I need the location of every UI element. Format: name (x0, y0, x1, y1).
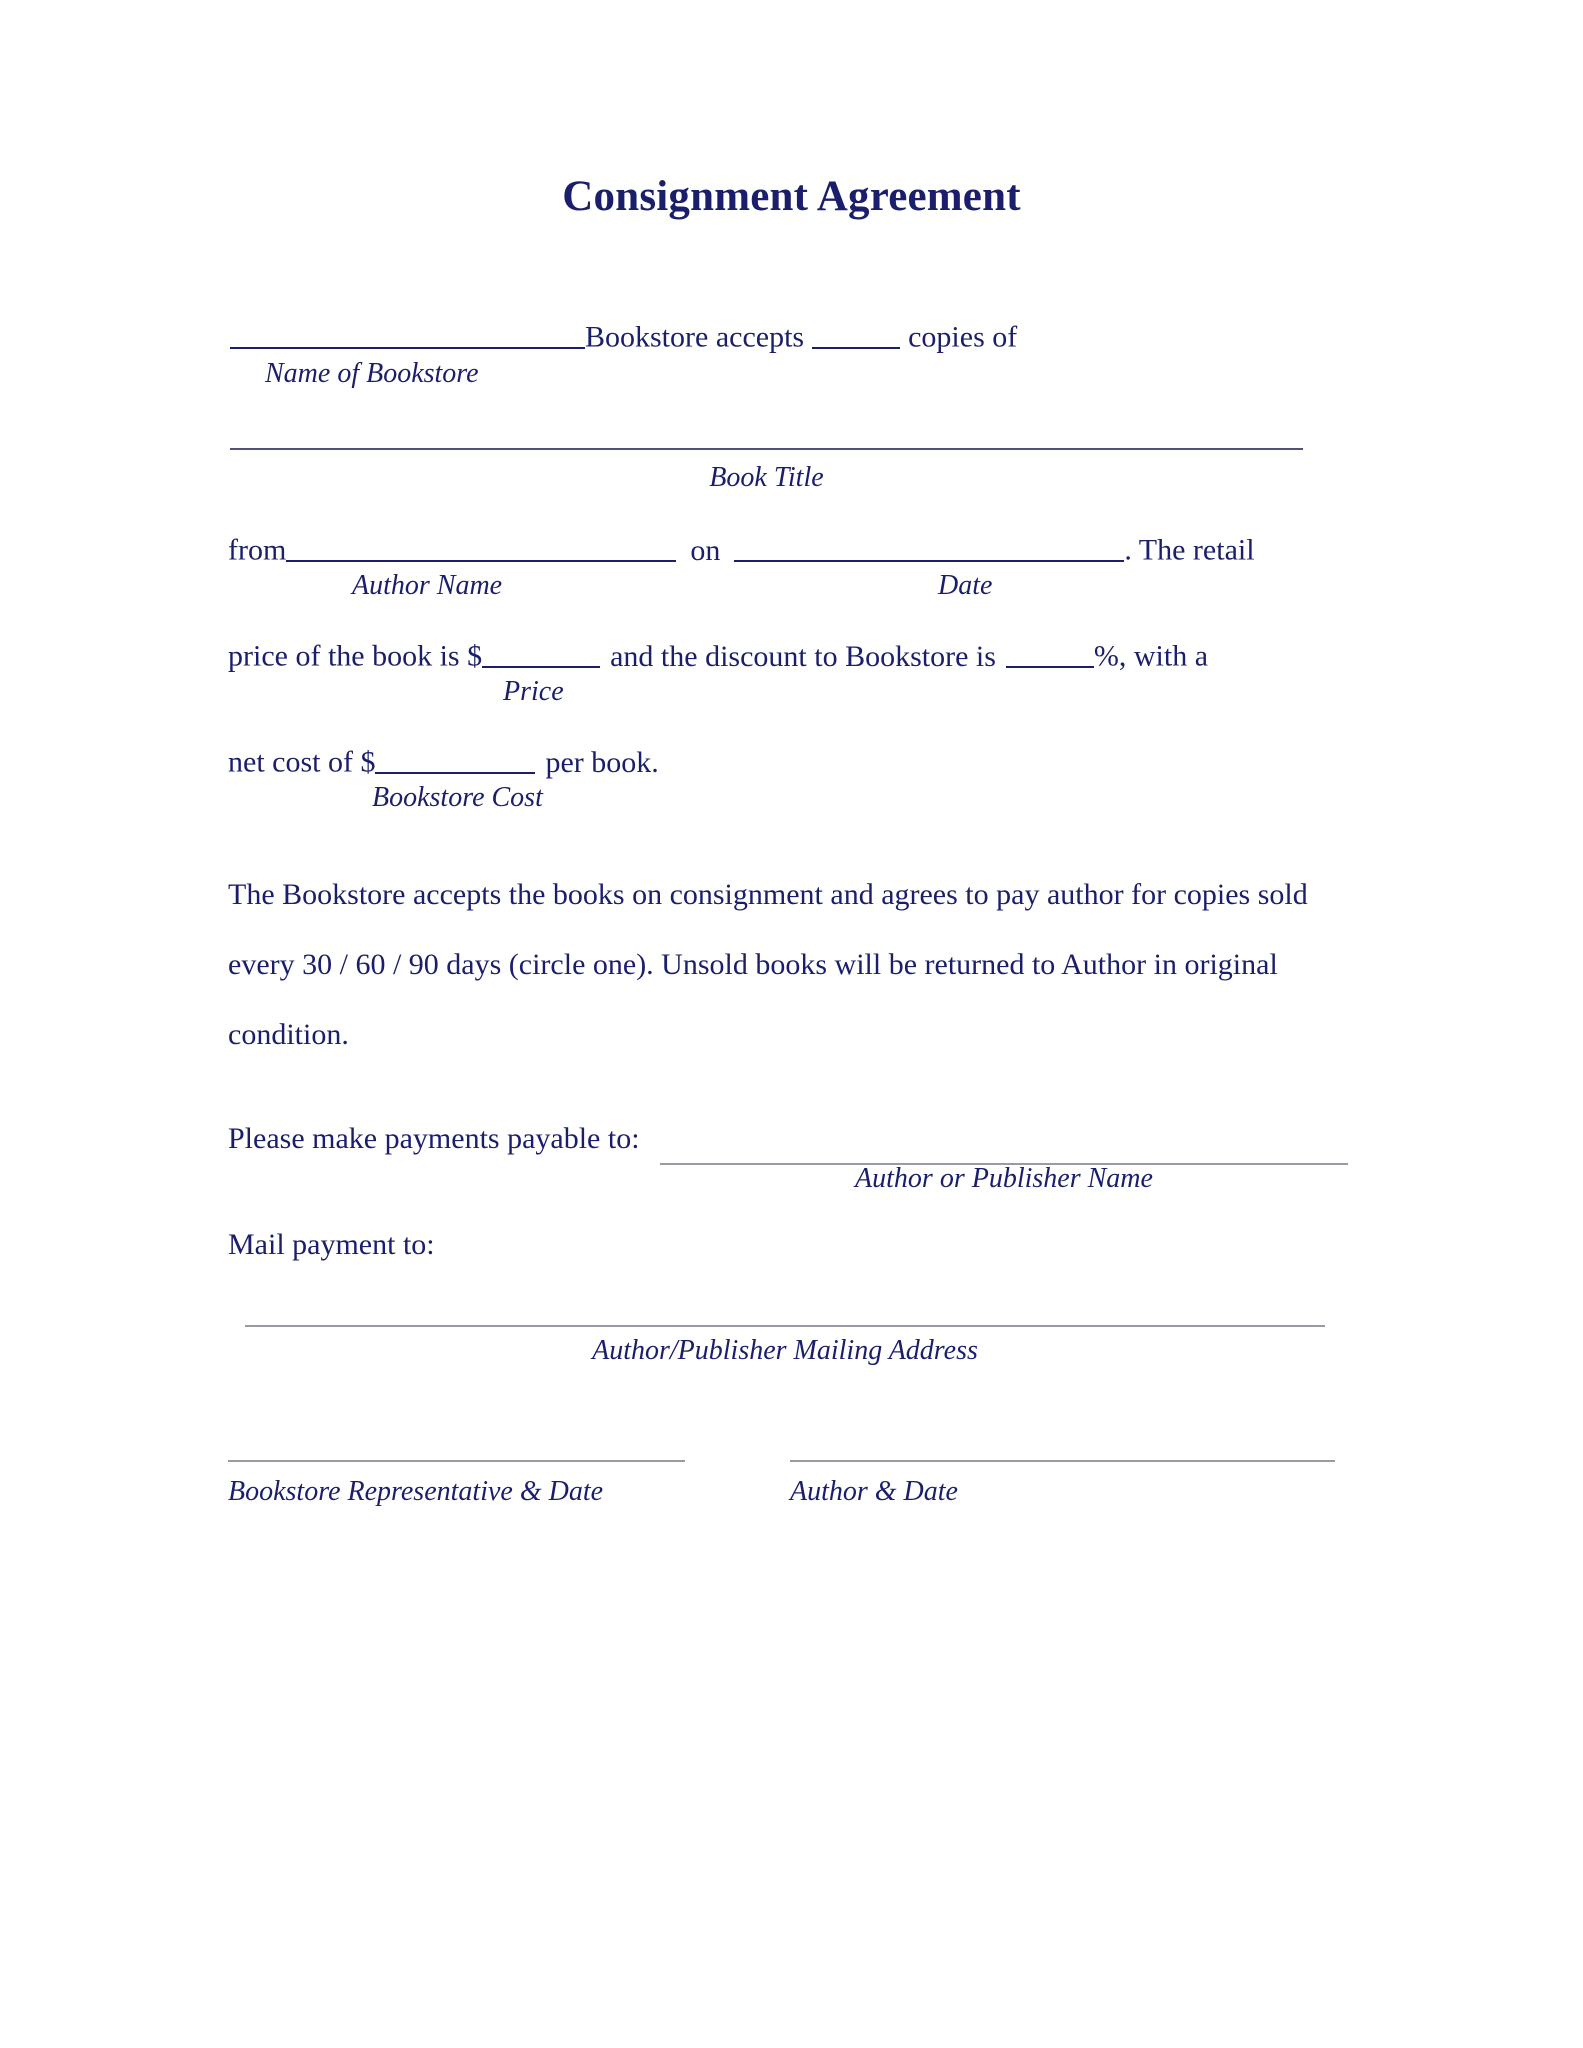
payable-to-label: Please make payments payable to: (228, 1122, 640, 1155)
consignment-paragraph-line-3: condition. (228, 1018, 349, 1051)
net-cost-line (228, 740, 659, 779)
author-signature-blank[interactable] (790, 1460, 1335, 1462)
consignment-paragraph-line-1: The Bookstore accepts the books on consignment and agrees to pay author for copies sold (228, 878, 1308, 911)
author-date-line (228, 528, 1255, 567)
retail-price-blank[interactable] (482, 634, 600, 668)
net-cost-lead-label: net cost of $ (228, 745, 376, 779)
bookstore-accepts-label: Bookstore accepts (585, 320, 805, 354)
caption-date: Date (938, 570, 993, 601)
author-name-blank[interactable] (286, 528, 676, 562)
bookstore-line (230, 315, 1017, 354)
from-label: from (228, 533, 287, 567)
caption-bookstore-representative-date: Bookstore Representative & Date (228, 1476, 604, 1507)
caption-price: Price (503, 676, 564, 707)
date-blank[interactable] (734, 528, 1124, 562)
caption-mailing-address: Author/Publisher Mailing Address (592, 1335, 978, 1366)
copies-of-label: copies of (908, 320, 1018, 354)
mail-payment-label: Mail payment to: (228, 1228, 435, 1261)
per-book-label: per book. (545, 745, 659, 779)
on-label: on (690, 533, 721, 567)
retail-tail-label: . The retail (1124, 533, 1255, 567)
caption-author-or-publisher-name: Author or Publisher Name (855, 1163, 1153, 1194)
caption-book-title: Book Title (709, 462, 824, 493)
net-cost-blank[interactable] (375, 740, 535, 774)
price-discount-line (228, 634, 1208, 673)
price-lead-label: price of the book is $ (228, 639, 483, 673)
copies-count-blank[interactable] (812, 315, 900, 349)
book-title-blank[interactable] (230, 448, 1303, 450)
consignment-paragraph-line-2: every 30 / 60 / 90 days (circle one). Unsold books will be returned to Author in original (228, 948, 1278, 981)
page-title: Consignment Agreement (562, 173, 1021, 220)
price-tail-label: %, with a (1093, 639, 1209, 673)
bookstore-signature-blank[interactable] (228, 1460, 685, 1462)
discount-mid-label: and the discount to Bookstore is (610, 639, 996, 673)
mailing-address-blank[interactable] (245, 1325, 1325, 1327)
discount-percent-blank[interactable] (1006, 634, 1094, 668)
bookstore-name-blank[interactable] (230, 315, 585, 349)
caption-bookstore-cost: Bookstore Cost (372, 782, 543, 813)
caption-author-name: Author Name (352, 570, 503, 601)
caption-name-of-bookstore: Name of Bookstore (265, 358, 479, 389)
caption-author-date: Author & Date (790, 1476, 958, 1507)
